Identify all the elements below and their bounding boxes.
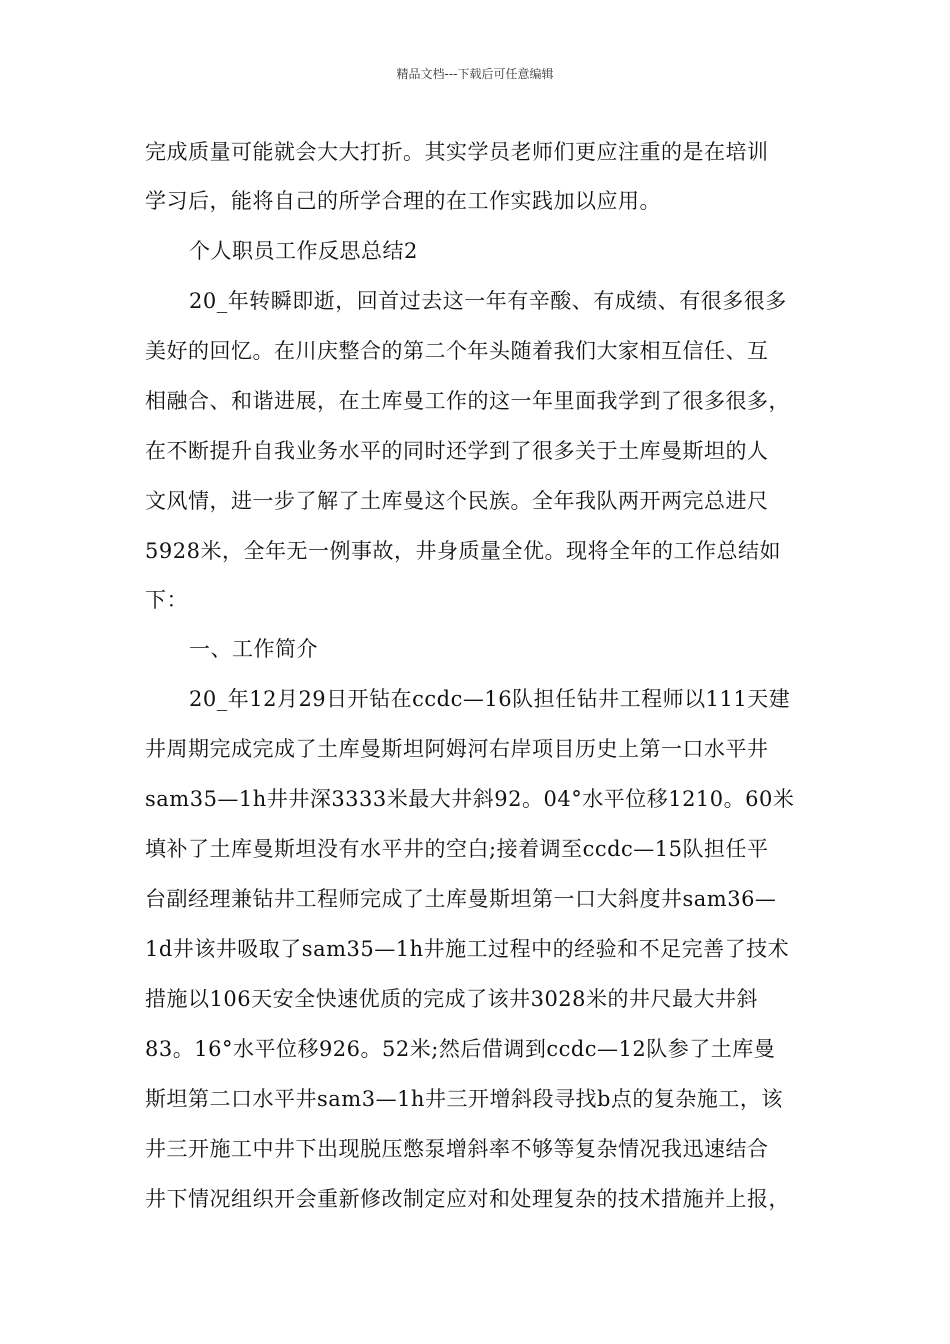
body-line: 相融合、和谐进展，在土库曼工作的这一年里面我学到了很多很多，: [145, 389, 790, 413]
body-line: 5928米，全年无一例事故，井身质量全优。现将全年的工作总结如: [145, 539, 781, 563]
section-heading: 一、工作简介: [189, 637, 318, 661]
body-line: 斯坦第二口水平井sam3—1h井三开增斜段寻找b点的复杂施工，该: [145, 1087, 783, 1111]
body-line: sam35—1h井井深3333米最大井斜92。04°水平位移1210。60米: [145, 787, 795, 811]
body-line: 井下情况组织开会重新修改制定应对和处理复杂的技术措施并上报，: [145, 1187, 790, 1211]
body-line: 井三开施工中井下出现脱压憋泵增斜率不够等复杂情况我迅速结合: [145, 1137, 769, 1161]
body-line: 文风情，进一步了解了土库曼这个民族。全年我队两开两完总进尺: [145, 489, 769, 513]
section-heading: 个人职员工作反思总结2: [189, 239, 418, 263]
body-line: 措施以106天安全快速优质的完成了该井3028米的井尺最大井斜: [145, 987, 759, 1011]
body-line: 1d井该井吸取了sam35—1h井施工过程中的经验和不足完善了技术: [145, 937, 790, 961]
body-line: 20_年12月29日开钻在ccdc—16队担任钻井工程师以111天建: [189, 687, 791, 711]
body-line: 在不断提升自我业务水平的同时还学到了很多关于土库曼斯坦的人: [145, 439, 769, 463]
body-line: 83。16°水平位移926。52米;然后借调到ccdc—12队参了土库曼: [145, 1037, 776, 1061]
body-line: 填补了土库曼斯坦没有水平井的空白;接着调至ccdc—15队担任平: [145, 837, 769, 861]
body-line: 完成质量可能就会大大打折。其实学员老师们更应注重的是在培训: [145, 140, 769, 164]
body-line: 下：: [145, 588, 188, 612]
body-line: 台副经理兼钻井工程师完成了土库曼斯坦第一口大斜度井sam36—: [145, 887, 777, 911]
body-line: 学习后，能将自己的所学合理的在工作实践加以应用。: [145, 189, 661, 213]
body-line: 美好的回忆。在川庆整合的第二个年头随着我们大家相互信任、互: [145, 339, 769, 363]
page-header: 精品文档---下载后可任意编辑: [396, 67, 554, 81]
body-line: 井周期完成完成了土库曼斯坦阿姆河右岸项目历史上第一口水平井: [145, 737, 769, 761]
body-line: 20_年转瞬即逝，回首过去这一年有辛酸、有成绩、有很多很多: [189, 289, 787, 313]
